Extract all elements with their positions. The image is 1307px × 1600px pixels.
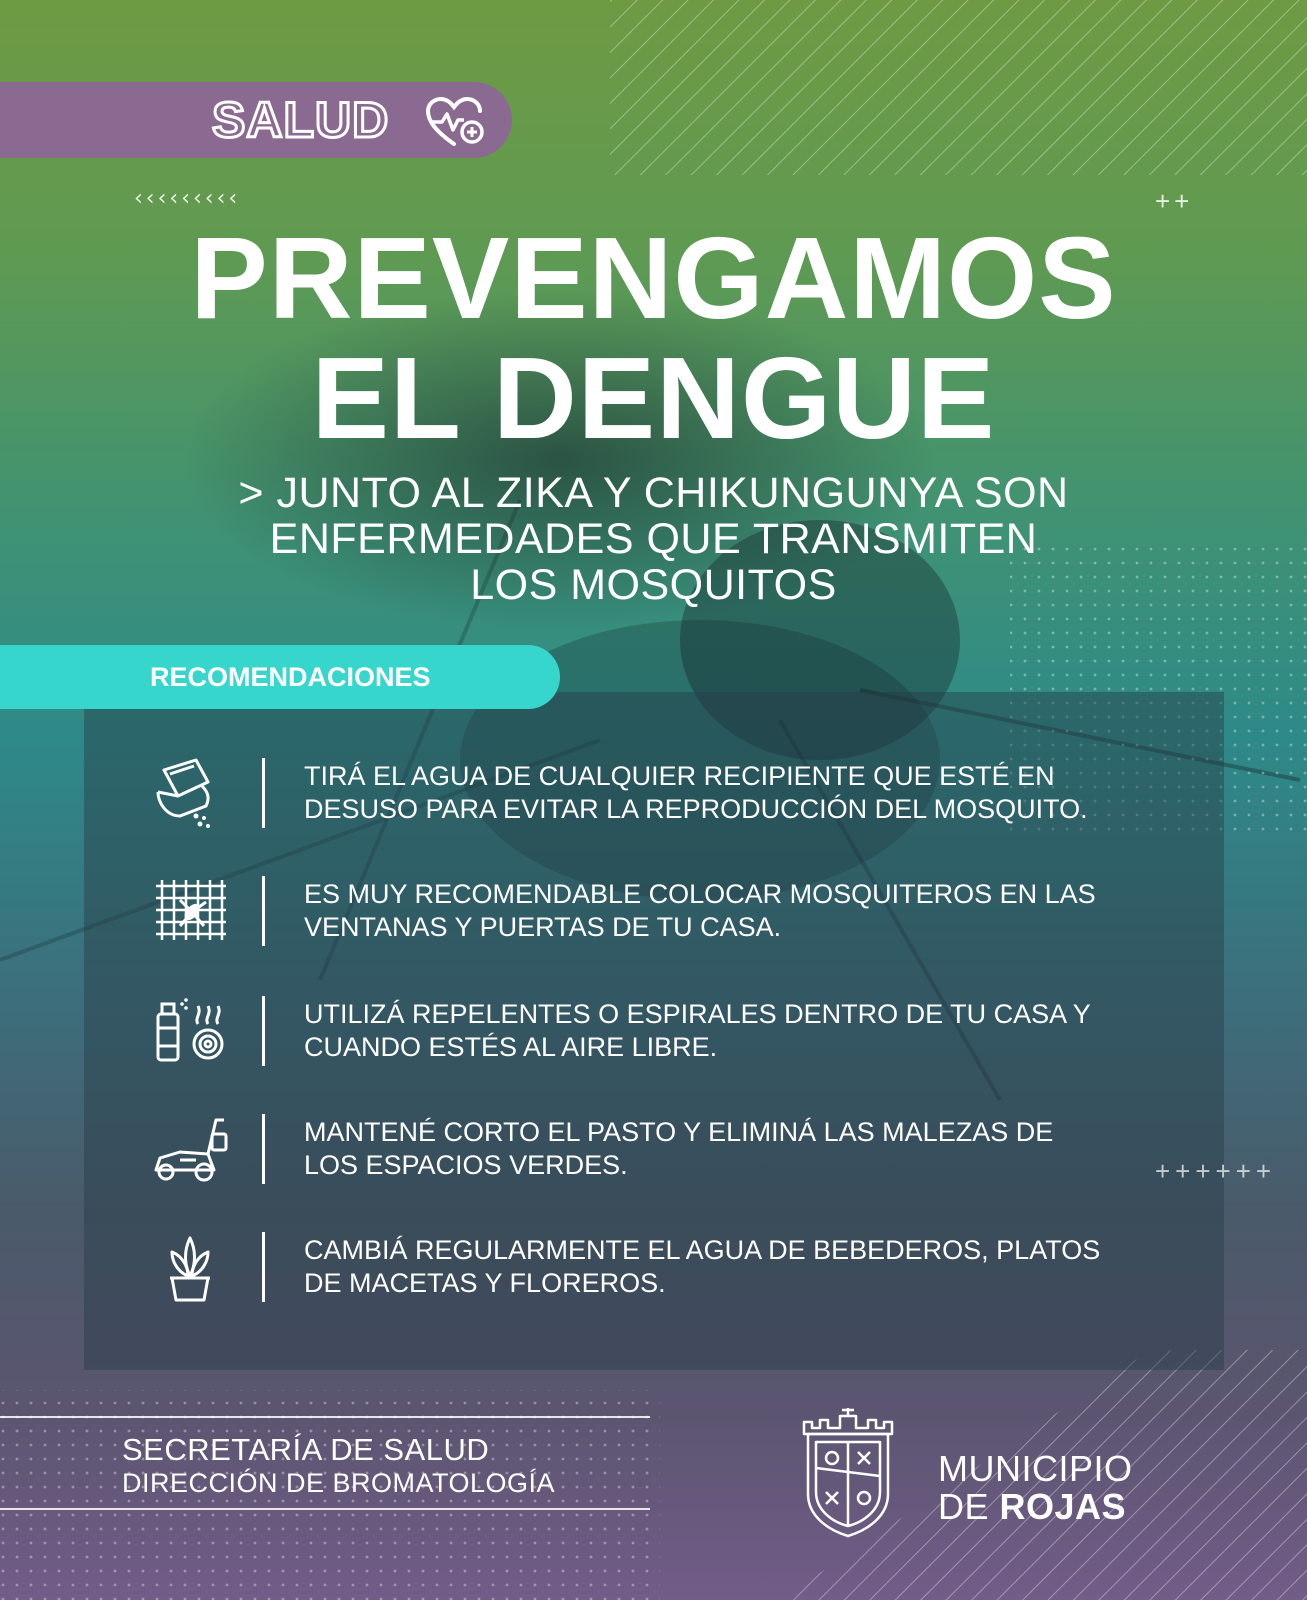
- recommendation-line: CAMBIÁ REGULARMENTE EL AGUA DE BEBEDEROS, PLATOS: [304, 1235, 1101, 1265]
- footer-divider: [0, 1508, 650, 1510]
- footer-divider: [0, 1416, 650, 1418]
- recommendation-item: [84, 1226, 1224, 1306]
- item-divider: [262, 876, 265, 946]
- recommendation-item: [84, 752, 1224, 832]
- recommendations-label: RECOMENDACIONES: [150, 662, 431, 692]
- salud-label: SALUD: [212, 92, 390, 148]
- subtitle-line-2: ENFERMEDADES QUE TRANSMITEN: [269, 515, 1038, 563]
- recommendation-text: [304, 760, 1184, 826]
- potted-plant-icon: [150, 1226, 230, 1306]
- heart-pulse-plus-icon: [424, 96, 486, 148]
- recommendation-line: ES MUY RECOMENDABLE COLOCAR MOSQUITEROS EN LAS: [304, 879, 1096, 909]
- chevron-decoration: ‹‹‹‹‹‹‹‹‹: [134, 186, 241, 211]
- repellent-spiral-icon: [150, 990, 230, 1070]
- plus-decoration: ++: [1155, 186, 1194, 216]
- subtitle: [0, 470, 1307, 608]
- recommendation-line: VENTANAS Y PUERTAS DE TU CASA.: [304, 912, 782, 942]
- item-divider: [262, 1114, 265, 1184]
- recommendation-line: DESUSO PARA EVITAR LA REPRODUCCIÓN DEL MOSQUITO.: [304, 794, 1088, 824]
- item-divider: [262, 758, 265, 828]
- recommendation-text: [304, 998, 1184, 1064]
- recommendation-line: LOS ESPACIOS VERDES.: [304, 1150, 628, 1180]
- subtitle-line-1: > JUNTO AL ZIKA Y CHIKUNGUNYA SON: [238, 469, 1069, 517]
- recommendation-text: [304, 1116, 1184, 1182]
- recommendation-text: [304, 1234, 1184, 1300]
- recommendation-line: MANTENÉ CORTO EL PASTO Y ELIMINÁ LAS MALEZAS DE: [304, 1117, 1054, 1147]
- municipal-crest-icon: [796, 1404, 900, 1540]
- title-line-2: EL DENGUE: [311, 333, 996, 463]
- bucket-pouring-icon: [150, 752, 230, 832]
- secretaria-label: SECRETARÍA DE SALUD: [122, 1432, 490, 1467]
- municipio-label: MUNICIPIO: [938, 1448, 1133, 1489]
- recommendation-line: TIRÁ EL AGUA DE CUALQUIER RECIPIENTE QUE ESTÉ EN: [304, 761, 1055, 791]
- recommendation-item: [84, 1108, 1224, 1188]
- title-line-1: PREVENGAMOS: [190, 213, 1117, 343]
- rojas-name: ROJAS: [999, 1486, 1127, 1527]
- de-rojas-label: [938, 1486, 1126, 1528]
- recommendation-line: CUANDO ESTÉS AL AIRE LIBRE.: [304, 1032, 718, 1062]
- item-divider: [262, 996, 265, 1066]
- item-divider: [262, 1232, 265, 1302]
- direccion-label: DIRECCIÓN DE BROMATOLOGÍA: [122, 1468, 556, 1498]
- recommendation-item: [84, 870, 1224, 950]
- recommendation-line: DE MACETAS Y FLOREROS.: [304, 1268, 666, 1298]
- lawn-mower-icon: [150, 1108, 230, 1188]
- plus-decoration: ++++++: [1155, 1156, 1277, 1186]
- recommendation-line: UTILIZÁ REPELENTES O ESPIRALES DENTRO DE TU CASA Y: [304, 999, 1091, 1029]
- recommendation-item: [84, 990, 1224, 1070]
- de-prefix: DE: [938, 1486, 1000, 1527]
- mosquito-net-icon: [150, 870, 230, 950]
- recommendation-text: [304, 878, 1184, 944]
- subtitle-line-3: LOS MOSQUITOS: [470, 561, 837, 609]
